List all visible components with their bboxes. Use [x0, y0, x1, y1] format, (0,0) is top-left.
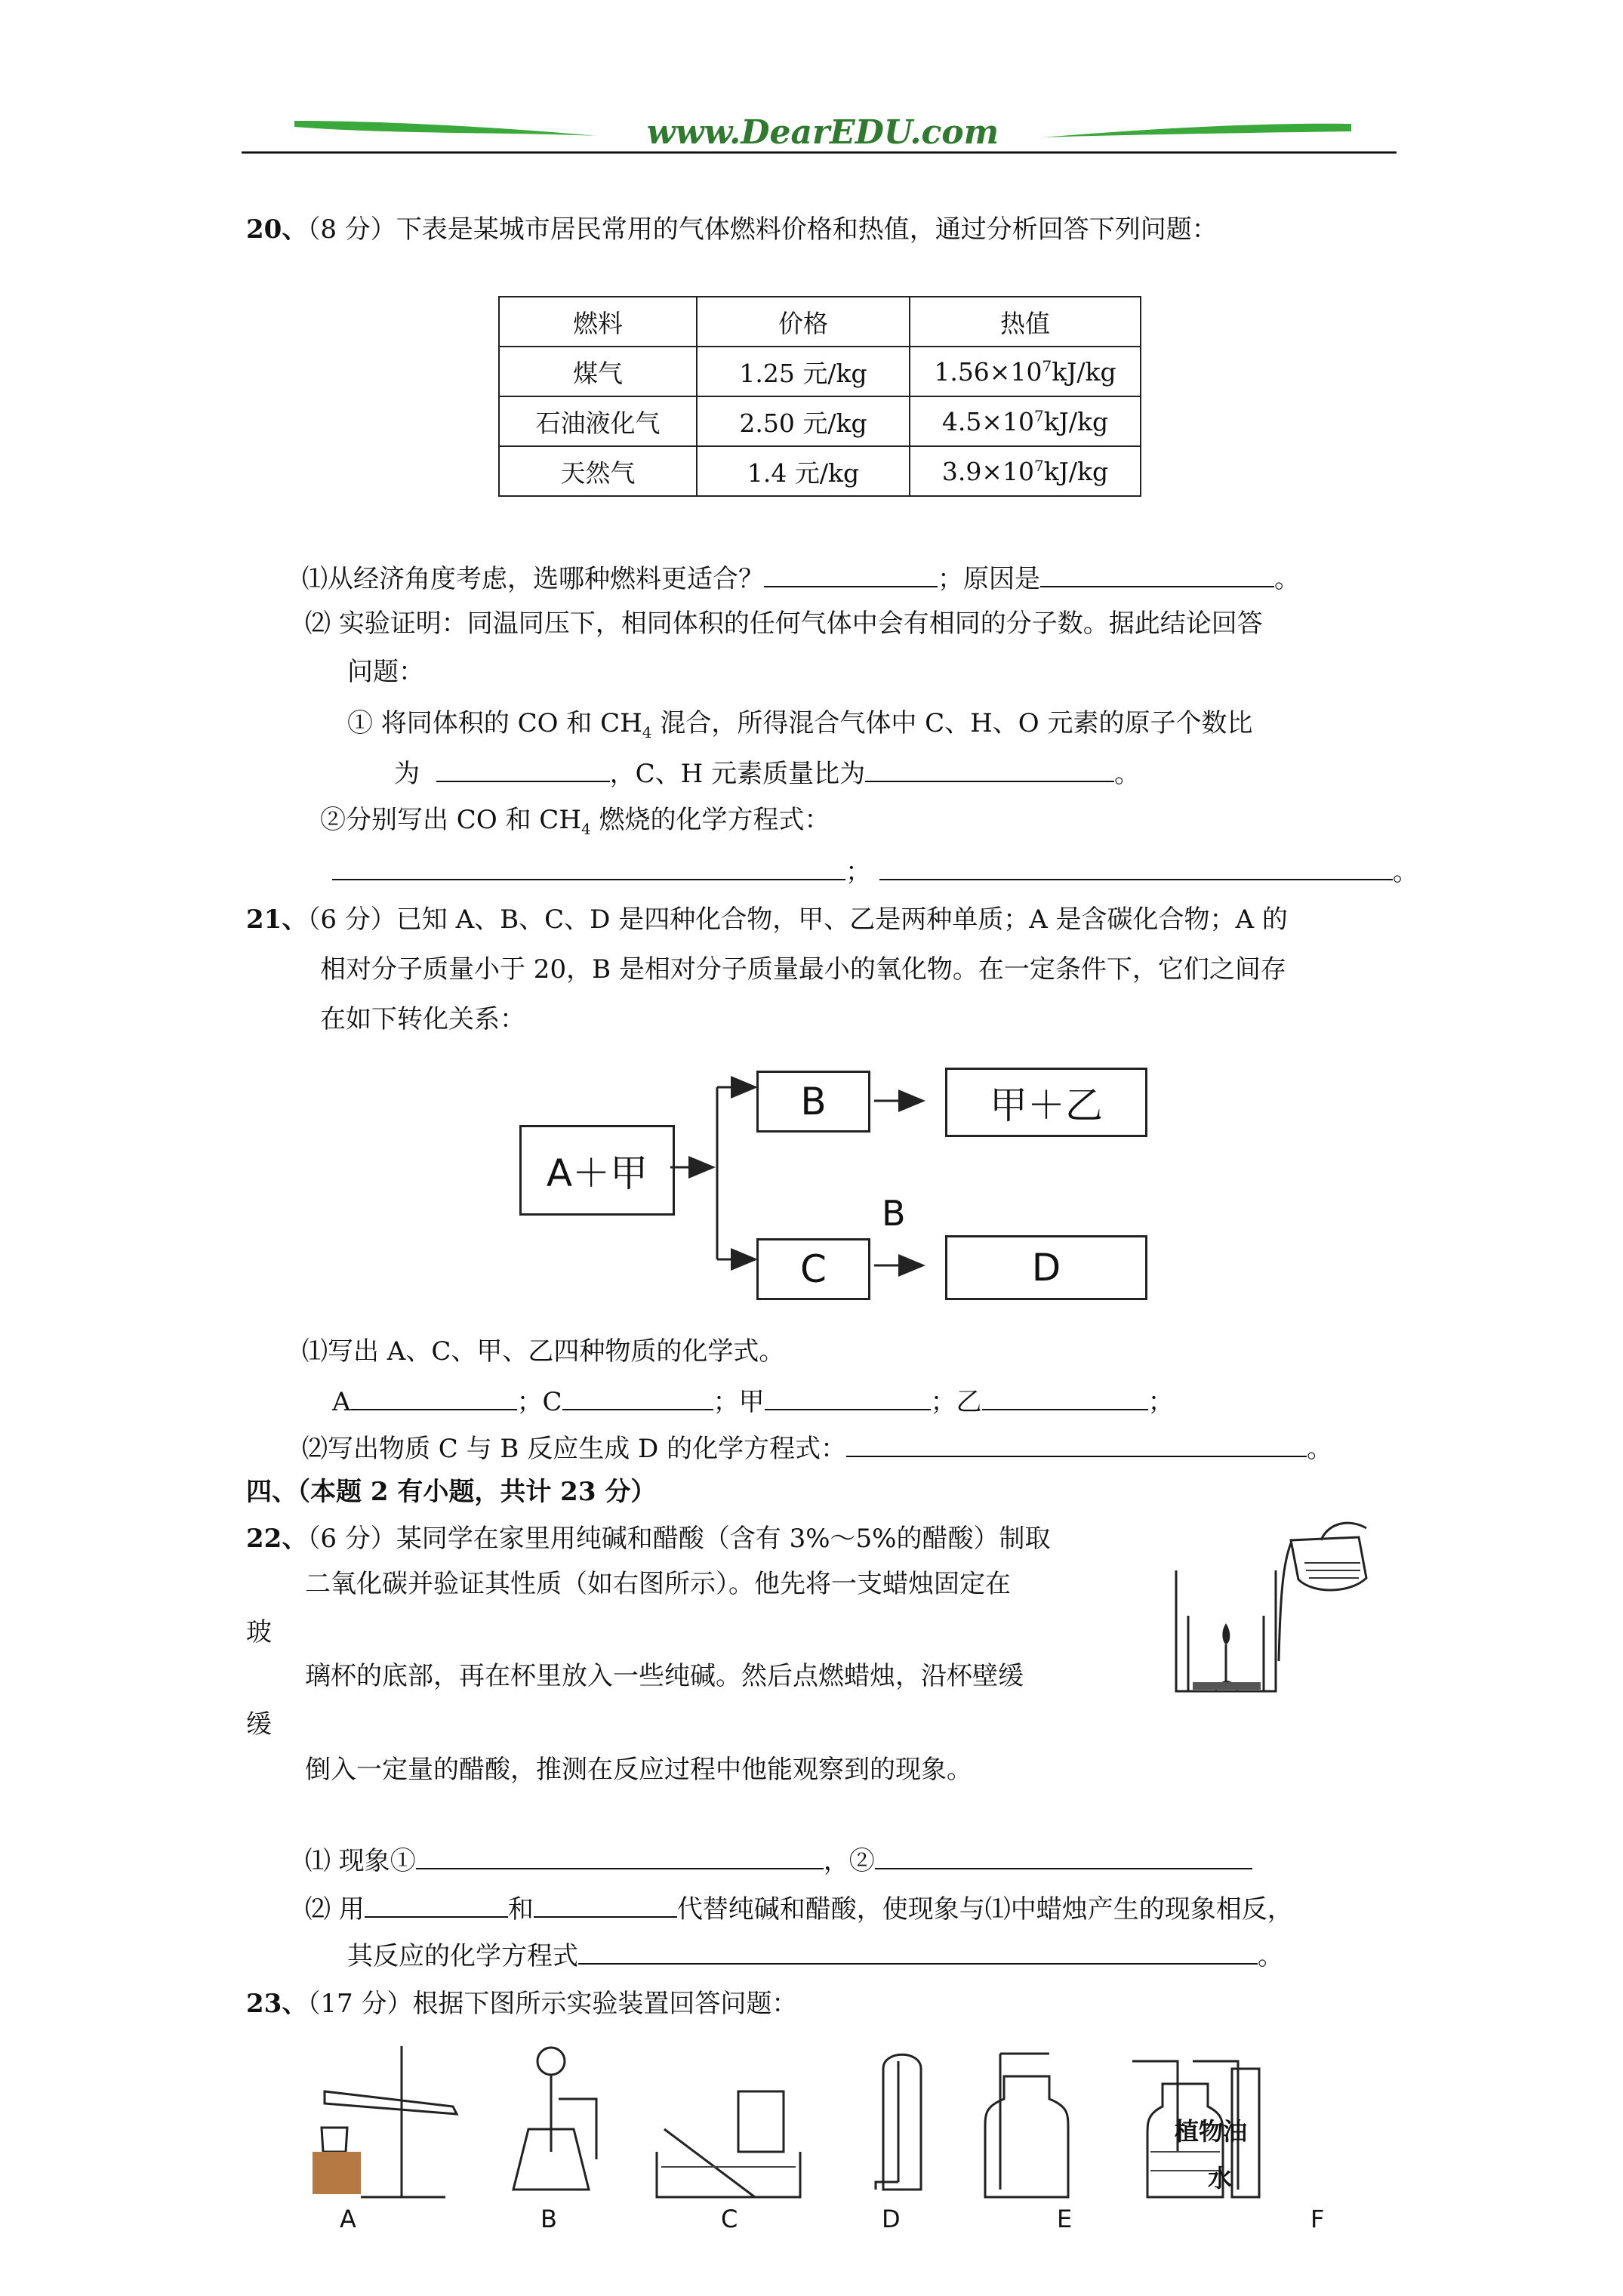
q22-line3-wrap: 缓: [246, 1709, 272, 1740]
q22-part1: ⑴ 现象① ，②: [305, 1842, 1252, 1878]
table-cell: 天然气: [499, 446, 697, 496]
answer-blank[interactable]: [332, 853, 845, 880]
diagram-box-start: A＋甲: [519, 1125, 675, 1216]
table-row: [499, 446, 1141, 496]
diagram-arrow-label: B: [882, 1193, 906, 1234]
table-cell: 石油液化气: [499, 396, 697, 446]
q20-number: 20、: [246, 214, 308, 245]
q20-part1: ⑴从经济角度考虑，选哪种燃料更适合？ ；原因是 。: [302, 560, 1300, 596]
q21-line3: 在如下转化关系：: [320, 1004, 525, 1034]
reaction-diagram: [513, 1057, 1178, 1314]
apparatus-label: B: [540, 2205, 557, 2233]
table-cell: 煤气: [499, 347, 697, 396]
diagram-box-b: B: [756, 1071, 870, 1133]
answer-blank[interactable]: [982, 1383, 1148, 1410]
answer-blank[interactable]: [865, 755, 1114, 782]
q21-line1: 21、（6 分）已知 A、B、C、D 是四种化合物，甲、乙是两种单质；A 是含碳化合物；A 的: [246, 905, 1288, 935]
q22-line1: 22、（6 分）某同学在家里用纯碱和醋酸（含有 3%～5%的醋酸）制取: [246, 1524, 1051, 1554]
f-label-oil: 植物油: [1175, 2117, 1248, 2146]
diagram-box-d: D: [945, 1235, 1147, 1300]
q22-line4: 倒入一定量的醋酸，推测在反应过程中他能观察到的现象。: [305, 1755, 972, 1785]
q21-line2: 相对分子质量小于 20，B 是相对分子质量最小的氧化物。在一定条件下，它们之间存: [320, 954, 1286, 985]
page-header: [242, 113, 1397, 159]
q21-number: 21、: [246, 905, 308, 935]
apparatus-label: C: [721, 2205, 738, 2233]
table-cell: 2.50 元/kg: [697, 396, 910, 446]
q20-part2-line2: 问题：: [347, 657, 424, 687]
answer-blank[interactable]: [416, 1842, 824, 1869]
q21-part1: ⑴写出 A、C、甲、乙四种物质的化学式。: [302, 1336, 785, 1367]
diagram-arrows: [513, 1057, 1178, 1314]
table-row: [499, 396, 1141, 446]
table-row: [499, 347, 1141, 396]
q22-line2-wrap: 玻: [246, 1617, 272, 1647]
f-label-water: 水: [1208, 2164, 1233, 2193]
q20-sub2-line2: ； 。: [332, 853, 1418, 889]
site-logo-text: www.DearEDU.com: [646, 113, 999, 152]
answer-blank[interactable]: [765, 1383, 931, 1410]
answer-blank[interactable]: [436, 755, 610, 782]
table-cell: $4.5\times 10^7kJ/kg$: [910, 396, 1141, 446]
answer-blank[interactable]: [365, 1891, 508, 1918]
q22-part2-line2: 其反应的化学方程式 。: [347, 1937, 1283, 1973]
q20-part2-line1: ⑵ 实验证明：同温同压下，相同体积的任何气体中会有相同的分子数。据此结论回答: [305, 609, 1263, 639]
q22-part2-line1: ⑵ 用 和 代替纯碱和醋酸，使现象与⑴中蜡烛产生的现象相反，: [305, 1891, 1293, 1926]
apparatus-label: D: [882, 2205, 901, 2233]
beaker-candle-illustration: [1170, 1510, 1374, 1699]
q22-line2: 二氧化碳并验证其性质（如右图所示）。他先将一支蜡烛固定在: [305, 1569, 1011, 1599]
answer-blank[interactable]: [846, 1430, 1307, 1457]
answer-blank[interactable]: [879, 853, 1393, 880]
apparatus-label: E: [1057, 2205, 1073, 2233]
q22-number: 22、: [246, 1524, 308, 1554]
answer-blank[interactable]: [1040, 560, 1274, 587]
table-header-row: [499, 297, 1141, 347]
answer-blank[interactable]: [578, 1937, 1258, 1965]
q20-stem: （8 分）下表是某城市居民常用的气体燃料价格和热值，通过分析回答下列问题：: [307, 214, 1218, 245]
q20-sub1-line2: 为 ，C、H 元素质量比为 。: [394, 755, 1140, 791]
section-heading: 四、（本题 2 有小题，共计 23 分）: [246, 1477, 657, 1507]
table-cell: $1.56\times 10^7kJ/kg$: [910, 347, 1141, 396]
table-header-cell: 价格: [697, 297, 910, 347]
answer-blank[interactable]: [534, 1891, 677, 1918]
q23-line1: 23、（17 分）根据下图所示实验装置回答问题：: [246, 1989, 798, 2019]
answer-blank[interactable]: [764, 560, 938, 587]
q20-sub2-line1: ②分别写出 CO 和 $CH_4$ 燃烧的化学方程式：: [320, 805, 830, 838]
q21-part1-blanks: A ；C ；甲 ；乙 ；: [332, 1383, 1174, 1419]
answer-blank[interactable]: [562, 1383, 713, 1410]
q20-stem-line: [246, 213, 1218, 246]
q23-number: 23、: [246, 1989, 308, 2019]
apparatus-label: A: [340, 2205, 356, 2233]
diagram-box-c: C: [756, 1238, 870, 1300]
table-cell: $3.9\times 10^7kJ/kg$: [910, 446, 1141, 496]
fuel-table: [498, 296, 1141, 497]
table-cell: 1.4 元/kg: [697, 446, 910, 496]
table-cell: 1.25 元/kg: [697, 347, 910, 396]
answer-blank[interactable]: [875, 1842, 1252, 1869]
table-header-cell: 燃料: [499, 297, 697, 347]
diagram-box-products: 甲＋乙: [945, 1068, 1147, 1137]
answer-blank[interactable]: [351, 1383, 517, 1410]
table-header-cell: 热值: [910, 297, 1141, 347]
q20-sub1-line1: ① 将同体积的 CO 和 $CH_4$ 混合，所得混合气体中 C、H、O 元素的原子个数比: [347, 708, 1253, 741]
apparatus-label: F: [1310, 2205, 1325, 2233]
q22-line3: 璃杯的底部，再在杯里放入一些纯碱。然后点燃蜡烛，沿杯壁缓: [305, 1661, 1024, 1691]
q21-part2: ⑵写出物质 C 与 B 反应生成 D 的化学方程式： 。: [302, 1430, 1332, 1465]
